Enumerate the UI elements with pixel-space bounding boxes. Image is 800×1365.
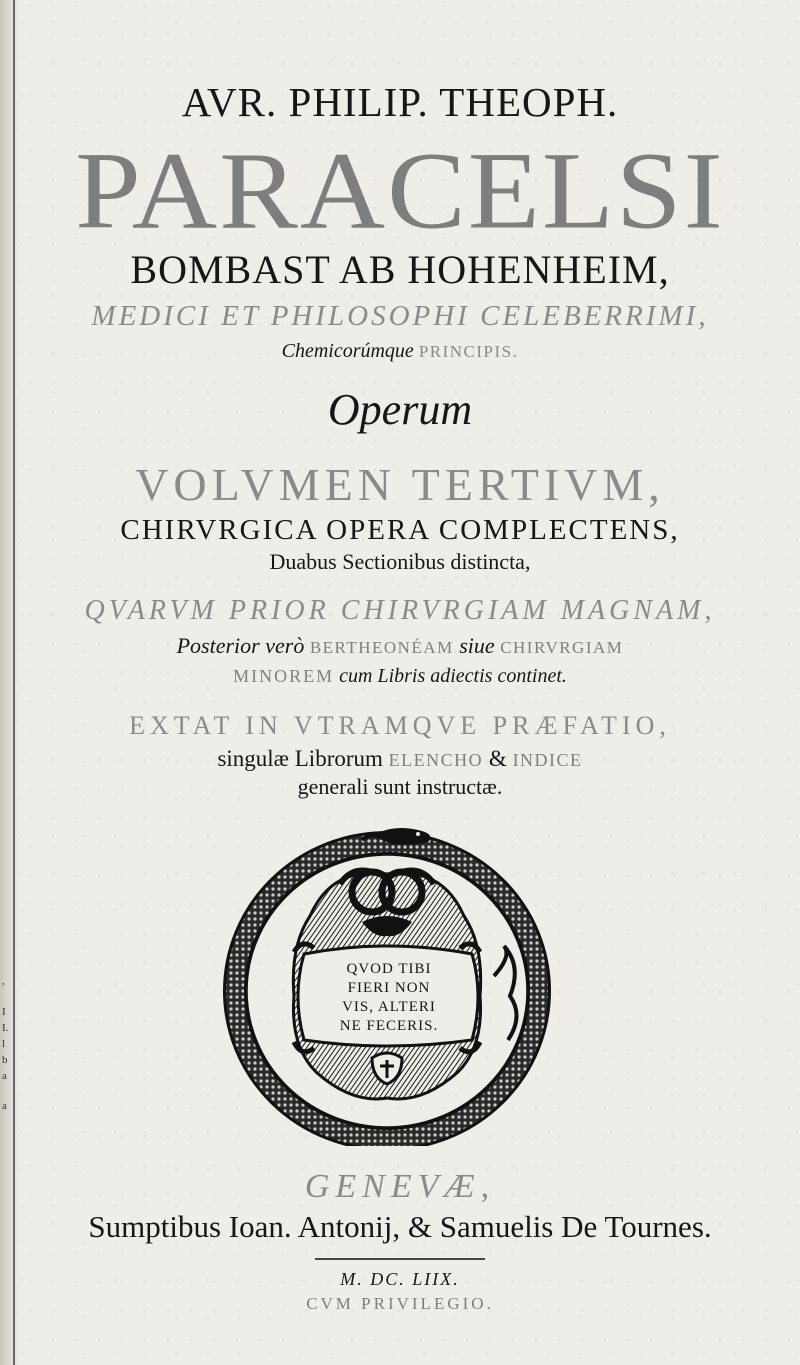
operum-heading: Operum xyxy=(327,385,473,434)
principis-caps: PRINCIPIS. xyxy=(418,342,519,361)
emblem-motto xyxy=(294,960,484,1036)
contents-line: CHIRVRGICA OPERA COMPLECTENS, xyxy=(120,514,680,546)
sections-line: Duabus Sectionibus distincta, xyxy=(269,549,531,574)
principis-line xyxy=(30,341,770,361)
imprint-year: M. DC. LIIX. xyxy=(340,1269,460,1289)
generali-line: generali sunt instructæ. xyxy=(297,774,503,799)
epithet-text: MEDICI ET PHILOSOPHI CELEBERRIMI, xyxy=(91,300,709,332)
minorem-rest: cum Libris adiectis continet. xyxy=(339,665,567,687)
motto-line: VIS, ALTERI xyxy=(342,999,436,1015)
margin-note: b xyxy=(2,1054,8,1066)
minorem-line xyxy=(30,666,770,686)
margin-note: , xyxy=(2,975,5,987)
prior-line: QVARVM PRIOR CHIRVRGIAM MAGNAM, xyxy=(84,595,716,626)
indice-caps: INDICE xyxy=(512,750,583,770)
motto-line: NE FECERIS. xyxy=(339,1018,439,1034)
chem-italic: Chemicorúmque xyxy=(281,340,414,362)
posterior-line xyxy=(30,635,770,657)
extat-line: EXTAT IN VTRAMQVE PRÆFATIO, xyxy=(129,711,671,740)
bertheonea-caps: BERTHEONÉAM xyxy=(309,638,454,657)
imprint-rule xyxy=(315,1258,485,1260)
margin-note: I xyxy=(2,1006,6,1018)
margin-note: I. xyxy=(2,1022,9,1034)
author-name-title: PARACELSI xyxy=(75,129,725,252)
gutter-edge-line xyxy=(13,0,15,1365)
posterior-italic: Posterior verò xyxy=(176,633,305,658)
surname-line: BOMBAST AB HOHENHEIM, xyxy=(130,247,670,292)
margin-note: a xyxy=(2,1100,7,1112)
ampersand: & xyxy=(488,746,507,771)
epithet-line xyxy=(30,302,770,331)
imprint-publishers: Sumptibus Ioan. Antonij, & Samuelis De Tournes. xyxy=(88,1209,712,1244)
privilege-line: CVM PRIVILEGIO. xyxy=(306,1294,494,1313)
motto-line: FIERI NON xyxy=(347,980,431,996)
binding-gutter xyxy=(0,0,20,1365)
volume-line: VOLVMEN TERTIVM, xyxy=(135,459,665,510)
siue-italic: siue xyxy=(459,633,495,658)
author-line: AVR. PHILIP. THEOPH. xyxy=(181,79,619,125)
motto-line: QVOD TIBI xyxy=(346,961,432,977)
singulae-text: singulæ Librorum xyxy=(217,746,383,771)
minorem-caps: MINOREM xyxy=(233,666,335,686)
elencho-caps: ELENCHO xyxy=(388,750,484,770)
chirurgiam-caps: CHIRVRGIAM xyxy=(500,638,624,657)
imprint-city: GENEVÆ, xyxy=(304,1168,496,1205)
singulae-line xyxy=(30,747,770,770)
margin-note: l xyxy=(2,1038,6,1050)
margin-note: a xyxy=(2,1070,7,1082)
